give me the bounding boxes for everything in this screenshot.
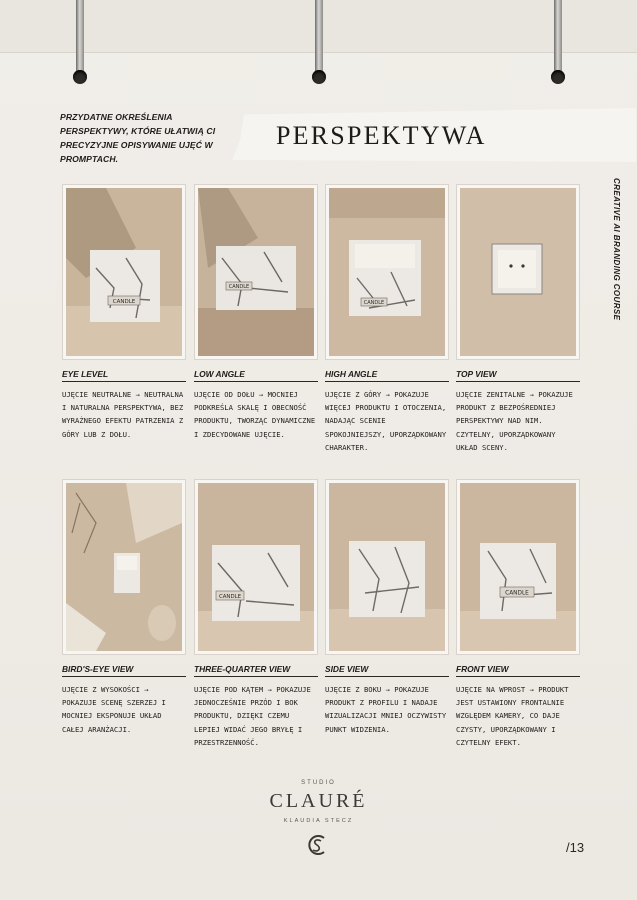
brand-logo: CLAURÉ	[269, 790, 368, 812]
card-side-view	[325, 479, 449, 736]
candle-label: CANDLE	[228, 284, 250, 290]
binder-hole	[73, 70, 87, 84]
candle-photo-birds-eye	[66, 483, 182, 651]
photo-frame	[194, 184, 318, 360]
card-description: UJĘCIE OD DOŁU → MOCNIEJ PODKREŚLA SKALĘ I OBECNOŚĆ PRODUKTU, TWORZĄC DYNAMICZNE I ZDECYDOWANE UJĘCIE.	[194, 390, 316, 439]
photo-frame	[456, 184, 580, 360]
card-low-angle	[194, 184, 318, 441]
binder-ring	[554, 0, 562, 76]
card-description: UJĘCIE Z BOKU → POKAZUJE PRODUKT Z PROFILU I NADAJE WIZUALIZACJI MNIEJ OCZYWISTY PUNKT WIDZENIA.	[325, 685, 447, 734]
intro-text: PRZYDATNE OKREŚLENIA PERSPEKTYWY, KTÓRE UŁATWIĄ CI PRECYZYJNE OPISYWANIE UJĘĆ W PROMPTACH.	[60, 112, 216, 164]
candle-photo-eye-level	[66, 188, 182, 356]
candle-photo-side-view	[329, 483, 445, 651]
candle-label: CANDLE	[505, 590, 529, 597]
card-high-angle	[325, 184, 449, 454]
card-title: THREE-QUARTER VIEW	[194, 664, 318, 677]
studio-label: STUDIO	[301, 780, 336, 786]
candle-photo-high-angle	[329, 188, 445, 356]
photo-frame	[62, 184, 186, 360]
photo-frame	[456, 479, 580, 655]
photo-frame	[62, 479, 186, 655]
photo-frame	[325, 479, 449, 655]
card-title: FRONT VIEW	[456, 664, 580, 677]
card-title: TOP VIEW	[456, 369, 580, 382]
monogram-icon	[304, 832, 330, 858]
card-title: EYE LEVEL	[62, 369, 186, 382]
photo-frame	[325, 184, 449, 360]
page-title: PERSPEKTYWA	[276, 121, 487, 150]
card-description: UJĘCIE POD KĄTEM → POKAZUJE JEDNOCZEŚNIE PRZÓD I BOK PRODUKTU, DZIĘKI CZEMU LEPIEJ WIDAĆ JEGO BRYŁĘ I PRZESTRZENNOŚĆ.	[194, 685, 311, 747]
card-eye-level	[62, 184, 186, 441]
card-title: HIGH ANGLE	[325, 369, 449, 382]
candle-label: CANDLE	[218, 594, 242, 600]
page-number: /13	[566, 840, 585, 855]
candle-photo-top-view	[460, 188, 576, 356]
card-title: LOW ANGLE	[194, 369, 318, 382]
candle-photo-front-view	[460, 483, 576, 651]
candle-label: CANDLE	[112, 299, 136, 305]
binder-hole	[551, 70, 565, 84]
card-birds-eye-view	[62, 479, 186, 736]
candle-photo-low-angle	[198, 188, 314, 356]
candle-photo-three-quarter	[198, 483, 314, 651]
card-description: UJĘCIE NA WPROST → PRODUKT JEST USTAWIONY FRONTALNIE WZGLĘDEM KAMERY, CO DAJE CZYSTY, UPORZĄDKOWANY I CZYTELNY EFEKT.	[456, 685, 569, 747]
candle-label: CANDLE	[363, 300, 385, 306]
card-three-quarter-view	[194, 479, 318, 749]
binder-ring	[315, 0, 323, 76]
card-title: BIRD'S-EYE VIEW	[62, 664, 186, 677]
card-description: UJĘCIE NEUTRALNE → NEUTRALNA I NATURALNA PERSPEKTYWA, BEZ WYRAŻNEGO EFEKTU PATRZENIA Z GÓRY LUB Z DOŁU.	[62, 390, 184, 439]
photo-frame	[194, 479, 318, 655]
card-description: UJĘCIE ZENITALNE → POKAZUJE PRODUKT Z BEZPOŚREDNIEJ PERSPEKTYWY NAD NIM. CZYTELNY, UPORZĄDKOWANY UKŁAD SCENY.	[456, 390, 573, 452]
card-title: SIDE VIEW	[325, 664, 449, 677]
binder-ring	[76, 0, 84, 76]
binder-hole	[312, 70, 326, 84]
card-description: UJĘCIE Z GÓRY → POKAZUJE WIĘCEJ PRODUKTU I OTOCZENIA, NADAJĄC SCENIE SPOKOJNIEJSZY, UPORZĄDKOWANY CHARAKTER.	[325, 390, 447, 452]
card-description: UJĘCIE Z WYSOKOŚCI → POKAZUJE SCENĘ SZERZEJ I MOCNIEJ EKSPONUJE UKŁAD CAŁEJ ARANŻACJI.	[62, 685, 166, 734]
course-side-label: CREATIVE AI BRANDING COURSE	[612, 178, 621, 321]
card-top-view	[456, 184, 580, 454]
author-label: KLAUDIA STECZ	[283, 818, 354, 824]
card-front-view	[456, 479, 580, 749]
